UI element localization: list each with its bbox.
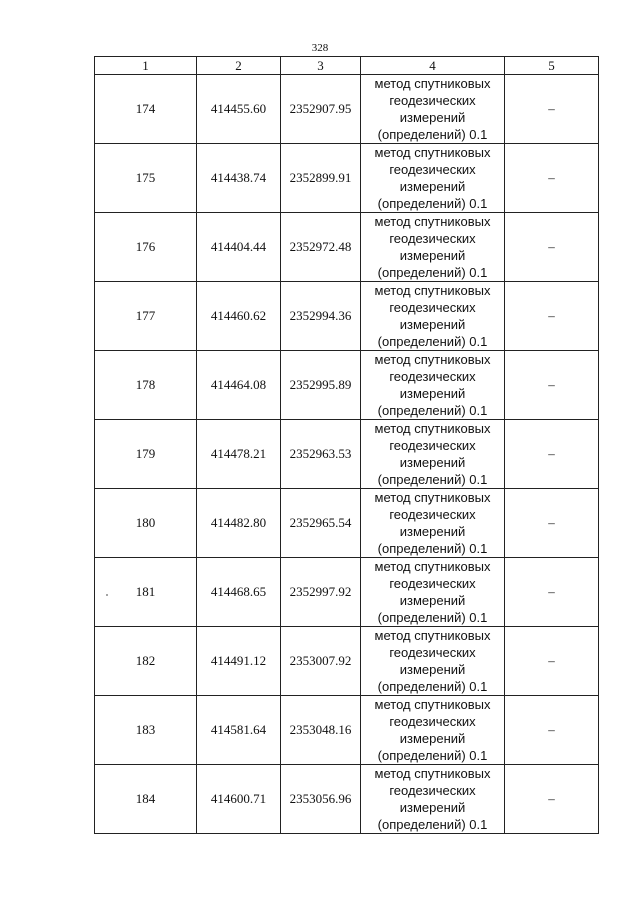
method-text-line: (определений) 0.1	[377, 817, 488, 832]
x-coordinate-cell: 414460.62	[197, 282, 281, 351]
method-text-line: геодезических	[389, 507, 476, 522]
y-coordinate-cell: 2352963.53	[281, 420, 361, 489]
point-number-cell: 182	[95, 627, 197, 696]
method-text-line: измерений	[399, 110, 466, 125]
x-coordinate-cell: 414404.44	[197, 213, 281, 282]
note-cell: –	[505, 213, 599, 282]
x-coordinate-cell: 414464.08	[197, 351, 281, 420]
method-text-line: геодезических	[389, 369, 476, 384]
method-cell	[361, 696, 505, 765]
point-number-cell: 183	[95, 696, 197, 765]
column-header-1: 1	[95, 57, 197, 75]
y-coordinate-cell: 2352995.89	[281, 351, 361, 420]
method-text-line: измерений	[399, 800, 466, 815]
column-header-3: 3	[281, 57, 361, 75]
x-coordinate-cell: 414438.74	[197, 144, 281, 213]
point-number-cell: 184	[95, 765, 197, 834]
method-text-line: измерений	[399, 248, 466, 263]
method-text-line: (определений) 0.1	[377, 541, 488, 556]
point-number-cell: 174	[95, 75, 197, 144]
method-text-line: метод спутниковых	[374, 697, 491, 712]
method-text-line: геодезических	[389, 93, 476, 108]
note-cell: –	[505, 75, 599, 144]
method-text-line: метод спутниковых	[374, 766, 491, 781]
point-number-cell: 177	[95, 282, 197, 351]
column-header-4: 4	[361, 57, 505, 75]
method-text-line: геодезических	[389, 162, 476, 177]
column-header-5: 5	[505, 57, 599, 75]
method-cell	[361, 765, 505, 834]
coordinates-table	[94, 56, 599, 834]
method-text-line: метод спутниковых	[374, 145, 491, 160]
page-number: 328	[311, 42, 329, 54]
method-text-line: измерений	[399, 455, 466, 470]
point-number-cell: 178	[95, 351, 197, 420]
table-row	[95, 144, 599, 213]
method-text-line: (определений) 0.1	[377, 679, 488, 694]
note-cell: –	[505, 351, 599, 420]
method-text-line: геодезических	[389, 714, 476, 729]
point-number-cell: 175	[95, 144, 197, 213]
table-header-row	[95, 57, 599, 75]
table-row	[95, 420, 599, 489]
method-cell	[361, 420, 505, 489]
y-coordinate-cell: 2353056.96	[281, 765, 361, 834]
y-coordinate-cell: 2352994.36	[281, 282, 361, 351]
method-cell	[361, 489, 505, 558]
point-number-cell: 179	[95, 420, 197, 489]
method-cell	[361, 144, 505, 213]
note-cell: –	[505, 489, 599, 558]
note-cell: –	[505, 420, 599, 489]
method-text-line: измерений	[399, 662, 466, 677]
note-cell: –	[505, 144, 599, 213]
method-text-line: измерений	[399, 731, 466, 746]
table-row	[95, 558, 599, 627]
x-coordinate-cell: 414455.60	[197, 75, 281, 144]
method-text-line: измерений	[399, 593, 466, 608]
method-text-line: геодезических	[389, 231, 476, 246]
y-coordinate-cell: 2353048.16	[281, 696, 361, 765]
table-row	[95, 489, 599, 558]
table-row	[95, 765, 599, 834]
table-row	[95, 351, 599, 420]
point-number-cell: 181	[95, 558, 197, 627]
note-cell: –	[505, 765, 599, 834]
x-coordinate-cell: 414600.71	[197, 765, 281, 834]
note-cell: –	[505, 627, 599, 696]
method-text-line: (определений) 0.1	[377, 196, 488, 211]
method-cell	[361, 627, 505, 696]
method-text-line: метод спутниковых	[374, 628, 491, 643]
method-text-line: метод спутниковых	[374, 421, 491, 436]
point-number-cell: 176	[95, 213, 197, 282]
method-text-line: метод спутниковых	[374, 283, 491, 298]
table-row	[95, 75, 599, 144]
method-text-line: измерений	[399, 317, 466, 332]
method-text-line: (определений) 0.1	[377, 610, 488, 625]
x-coordinate-cell: 414491.12	[197, 627, 281, 696]
x-coordinate-cell: 414478.21	[197, 420, 281, 489]
method-text-line: (определений) 0.1	[377, 265, 488, 280]
y-coordinate-cell: 2352907.95	[281, 75, 361, 144]
method-text-line: геодезических	[389, 645, 476, 660]
method-cell	[361, 75, 505, 144]
method-text-line: измерений	[399, 179, 466, 194]
method-text-line: геодезических	[389, 783, 476, 798]
method-text-line: (определений) 0.1	[377, 127, 488, 142]
method-text-line: геодезических	[389, 438, 476, 453]
method-text-line: геодезических	[389, 300, 476, 315]
table-row	[95, 213, 599, 282]
table-body	[95, 75, 599, 834]
method-text-line: измерений	[399, 524, 466, 539]
method-text-line: метод спутниковых	[374, 352, 491, 367]
note-cell: –	[505, 558, 599, 627]
method-text-line: геодезических	[389, 576, 476, 591]
method-text-line: (определений) 0.1	[377, 334, 488, 349]
note-cell: –	[505, 282, 599, 351]
y-coordinate-cell: 2353007.92	[281, 627, 361, 696]
method-cell	[361, 558, 505, 627]
table-row	[95, 282, 599, 351]
x-coordinate-cell: 414468.65	[197, 558, 281, 627]
table-row	[95, 627, 599, 696]
note-cell: –	[505, 696, 599, 765]
method-text-line: измерений	[399, 386, 466, 401]
method-text-line: метод спутниковых	[374, 76, 491, 91]
method-cell	[361, 282, 505, 351]
method-text-line: (определений) 0.1	[377, 403, 488, 418]
point-number-cell: 180	[95, 489, 197, 558]
method-cell	[361, 213, 505, 282]
method-text-line: метод спутниковых	[374, 214, 491, 229]
x-coordinate-cell: 414482.80	[197, 489, 281, 558]
method-text-line: (определений) 0.1	[377, 472, 488, 487]
method-text-line: метод спутниковых	[374, 490, 491, 505]
method-cell	[361, 351, 505, 420]
y-coordinate-cell: 2352972.48	[281, 213, 361, 282]
column-header-2: 2	[197, 57, 281, 75]
y-coordinate-cell: 2352899.91	[281, 144, 361, 213]
table-row	[95, 696, 599, 765]
x-coordinate-cell: 414581.64	[197, 696, 281, 765]
method-text-line: (определений) 0.1	[377, 748, 488, 763]
y-coordinate-cell: 2352997.92	[281, 558, 361, 627]
y-coordinate-cell: 2352965.54	[281, 489, 361, 558]
method-text-line: метод спутниковых	[374, 559, 491, 574]
scan-speck	[106, 594, 108, 596]
